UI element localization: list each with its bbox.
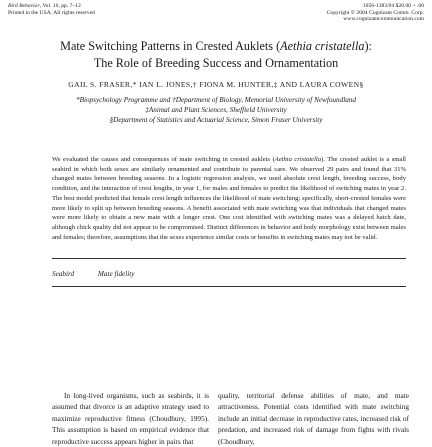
title-line-2: The Role of Breeding Success and Ornamentation (93, 56, 339, 70)
author-list: GAIL S. FRASER,* IAN L. JONES,† FIONA M. HUNTER,‡ AND LAURA COWEN§ (68, 80, 364, 89)
copyright-header (327, 3, 424, 23)
body-column-right: quality, territorial defense abilities of mate, and mate attractiveness. Potential costs identified with mate switching include an initial decrease in reproductive rates, increased risk of predation, and increased risk of damage from fights with rivals (Choudhury, (218, 391, 409, 446)
affiliation: *Biopsychology Programme and †Department of Biology, Memorial University of Newfoundland (75, 96, 356, 104)
copyright-line: Copyright © 2004 Cognizant Comm. Corp. (326, 9, 424, 16)
body-column-left: In long-lived organisms, such as seabirds, it is assumed that divorce is an adaptive strategy used to maximize reproductive fitness (Choudhury, 1995). This assumption is based on empirical evidence that reproductive success appears higher in pairs that (52, 391, 209, 446)
journal-volume: , Vol. 16, pp. 7–12 (39, 3, 81, 9)
affiliation: §Department of Statistics and Actuarial Science, Simon Fraser University (109, 116, 323, 124)
print-notice: Printed in the USA. All rights reserved (8, 9, 95, 16)
abstract-species: Aethia cristatella (274, 156, 322, 163)
keywords (52, 270, 156, 278)
journal-header (8, 3, 95, 16)
divider (52, 258, 406, 259)
affiliations (10, 95, 422, 125)
affiliation: ‡Animal and Plant Sciences, Sheffield University (145, 106, 287, 114)
keyword: Seabird (52, 270, 75, 278)
issn-price: 1056-1383/04 $20.00 + .00 (362, 3, 424, 9)
keyword: Mate fidelity (97, 270, 135, 278)
divider (52, 286, 406, 287)
publisher-website[interactable]: www.cognizantcommunication.com (343, 16, 424, 23)
abstract: We evaluated the causes and consequences of mate switching in crested auklets (Aethia cristatella). The crested auklet is a small seabird in which both sexes are similarly ornamented and contribute to parental care. We observed 29 pairs and found that 31% changed mates between breeding seasons. In a logistic regression analysis, we used absolute crest length, breeding success, body condition, and the interaction of crest lengths, in year 1, for males and females to predict the likelihood of switching mates in year 2. The best model predicted that female crest length influences the likelihood of mate switching; specifically, short-crested females were more likely to split up between breeding seasons. A benefit associated with mate switching was that individuals that changed mates were more likely to obtain a new mate with a longer crest. One cost identified with switching mates was a delayed hatch date, although chick quality did not appear to be compromised. Distinct differences in behavior and body morphology exist between males and females; therefore, assumptions that the sexes experience similar costs or benefits in switching mates may not be valid. (52, 156, 406, 241)
journal-name: Bird Behavior (8, 3, 40, 9)
species-name: Aethia cristatella (280, 39, 365, 53)
paper-title: Mate Switching Patterns in Crested Auklets (Aethia cristatella): The Role of Breeding Success and Ornamentation (10, 38, 422, 72)
